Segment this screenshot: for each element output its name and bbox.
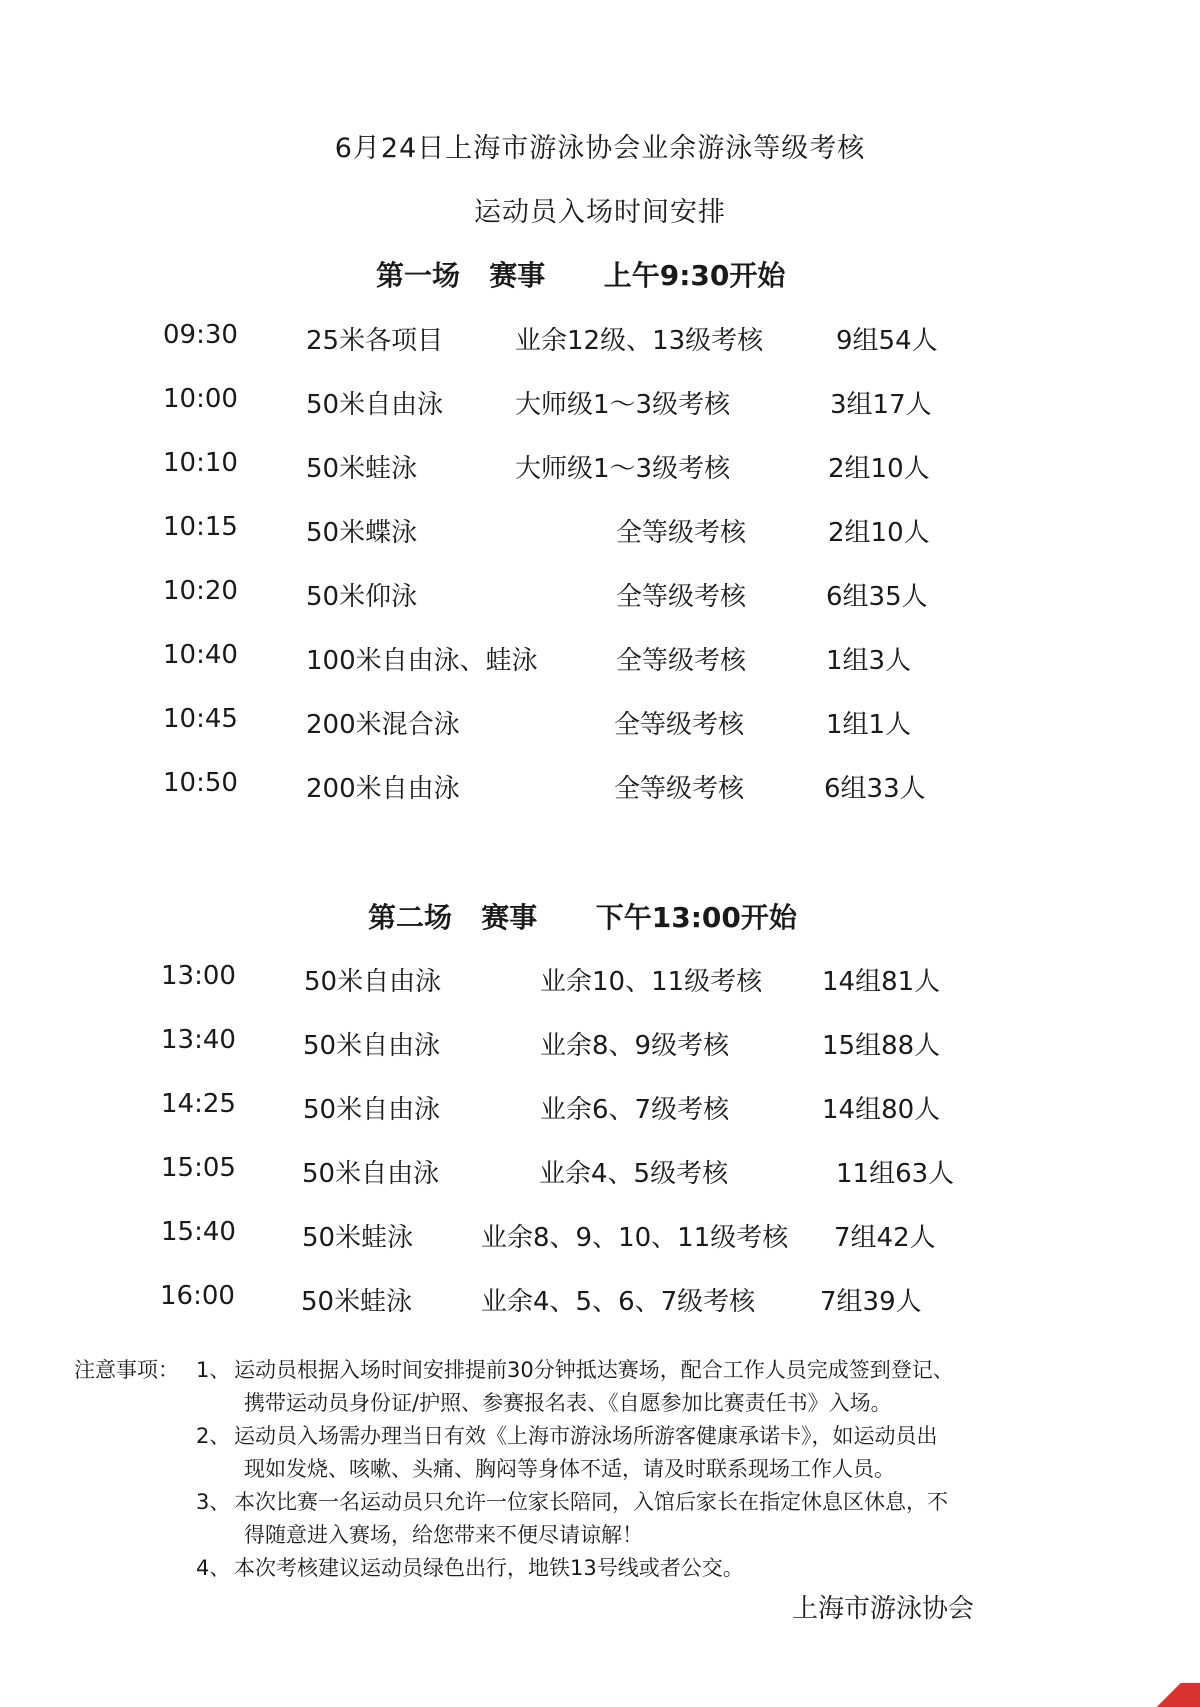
schedule-row [0, 384, 1200, 424]
note-number: 3、 [196, 1490, 231, 1514]
row-level: 业余4、5、6、7级考核 [481, 1287, 756, 1317]
row-level: 全等级考核 [616, 582, 747, 612]
row-time: 09:30 [163, 320, 238, 350]
session-2-heading: 第二场 赛事 下午13:00开始 [368, 901, 797, 934]
row-event: 100米自由泳、蛙泳 [306, 646, 538, 676]
row-time: 10:10 [163, 448, 238, 478]
schedule-row [0, 576, 1200, 616]
row-event: 50米仰泳 [306, 582, 418, 612]
row-time: 13:00 [161, 961, 236, 991]
row-level: 业余4、5级考核 [539, 1159, 729, 1189]
note-item-3 [74, 1486, 1084, 1552]
note-text: 本次考核建议运动员绿色出行，地铁13号线或者公交。 [234, 1556, 744, 1580]
schedule-row [0, 768, 1200, 808]
row-event: 50米自由泳 [302, 1159, 440, 1189]
row-level: 业余6、7级考核 [540, 1095, 730, 1125]
row-groups: 3组17人 [830, 390, 932, 420]
row-level: 全等级考核 [614, 710, 745, 740]
row-level: 全等级考核 [616, 518, 747, 548]
row-groups: 2组10人 [828, 518, 930, 548]
row-groups: 1组3人 [826, 646, 912, 676]
row-groups: 14组81人 [822, 967, 941, 997]
row-level: 大师级1～3级考核 [515, 390, 731, 420]
note-text: 运动员根据入场时间安排提前30分钟抵达赛场，配合工作人员完成签到登记、 [234, 1358, 954, 1382]
row-groups: 14组80人 [822, 1095, 941, 1125]
row-event: 50米蛙泳 [302, 1223, 414, 1253]
schedule-row [0, 704, 1200, 744]
schedule-row [0, 1217, 1200, 1257]
schedule-row [0, 320, 1200, 360]
schedule-row [0, 640, 1200, 680]
session-1-heading: 第一场 赛事 上午9:30开始 [376, 259, 786, 292]
row-time: 14:25 [161, 1089, 236, 1119]
note-number: 2、 [196, 1424, 231, 1448]
row-time: 10:20 [163, 576, 238, 606]
note-item-2 [74, 1420, 1084, 1486]
note-text-continued: 现如发烧、咳嗽、头痛、胸闷等身体不适，请及时联系现场工作人员。 [244, 1457, 895, 1481]
row-groups: 2组10人 [828, 454, 930, 484]
row-event: 50米自由泳 [303, 1031, 441, 1061]
issuer-signature: 上海市游泳协会 [792, 1594, 975, 1624]
note-item-4 [74, 1552, 1084, 1585]
schedule-row [0, 1153, 1200, 1193]
row-level: 全等级考核 [614, 774, 745, 804]
row-groups: 7组42人 [834, 1223, 936, 1253]
note-number: 1、 [196, 1358, 231, 1382]
note-text: 本次比赛一名运动员只允许一位家长陪同，入馆后家长在指定休息区休息，不 [234, 1490, 948, 1514]
row-event: 50米自由泳 [304, 967, 442, 997]
row-time: 10:00 [163, 384, 238, 414]
schedule-row [0, 1089, 1200, 1129]
row-groups: 6组35人 [826, 582, 928, 612]
row-event: 50米蛙泳 [306, 454, 418, 484]
row-time: 15:05 [161, 1153, 236, 1183]
row-event: 50米自由泳 [303, 1095, 441, 1125]
document-title: 6月24日上海市游泳协会业余游泳等级考核 [334, 133, 866, 164]
row-level: 业余8、9级考核 [540, 1031, 730, 1061]
row-event: 50米蛙泳 [301, 1287, 413, 1317]
row-event: 50米自由泳 [306, 390, 444, 420]
row-event: 25米各项目 [306, 326, 444, 356]
row-level: 大师级1～3级考核 [515, 454, 731, 484]
note-text-continued: 携带运动员身份证/护照、参赛报名表、《自愿参加比赛责任书》入场。 [244, 1391, 892, 1415]
row-time: 16:00 [160, 1281, 235, 1311]
note-item-1 [74, 1354, 1084, 1420]
schedule-row [0, 1025, 1200, 1065]
row-level: 业余10、11级考核 [540, 967, 763, 997]
schedule-row [0, 1281, 1200, 1321]
row-groups: 9组54人 [836, 326, 938, 356]
row-time: 10:15 [163, 512, 238, 542]
red-corner-mark [1152, 1683, 1200, 1707]
row-time: 13:40 [161, 1025, 236, 1055]
note-text: 运动员入场需办理当日有效《上海市游泳场所游客健康承诺卡》，如运动员出 [234, 1424, 938, 1448]
row-level: 业余8、9、10、11级考核 [481, 1223, 789, 1253]
schedule-row [0, 448, 1200, 488]
row-event: 200米自由泳 [306, 774, 460, 804]
row-time: 10:40 [163, 640, 238, 670]
note-number: 4、 [196, 1556, 231, 1580]
row-groups: 7组39人 [820, 1287, 922, 1317]
row-level: 全等级考核 [616, 646, 747, 676]
row-level: 业余12级、13级考核 [515, 326, 764, 356]
row-time: 10:50 [163, 768, 238, 798]
row-event: 200米混合泳 [306, 710, 460, 740]
schedule-row [0, 512, 1200, 552]
document-subtitle: 运动员入场时间安排 [474, 197, 726, 228]
note-text-continued: 得随意进入赛场，给您带来不便尽请谅解！ [244, 1523, 643, 1547]
notes-label: 注意事项： [74, 1358, 179, 1382]
schedule-row [0, 961, 1200, 1001]
row-groups: 6组33人 [824, 774, 926, 804]
row-groups: 11组63人 [836, 1159, 955, 1189]
row-groups: 1组1人 [826, 710, 912, 740]
notes-section [74, 1354, 1084, 1585]
row-time: 15:40 [161, 1217, 236, 1247]
row-groups: 15组88人 [822, 1031, 941, 1061]
row-time: 10:45 [163, 704, 238, 734]
row-event: 50米蝶泳 [306, 518, 418, 548]
